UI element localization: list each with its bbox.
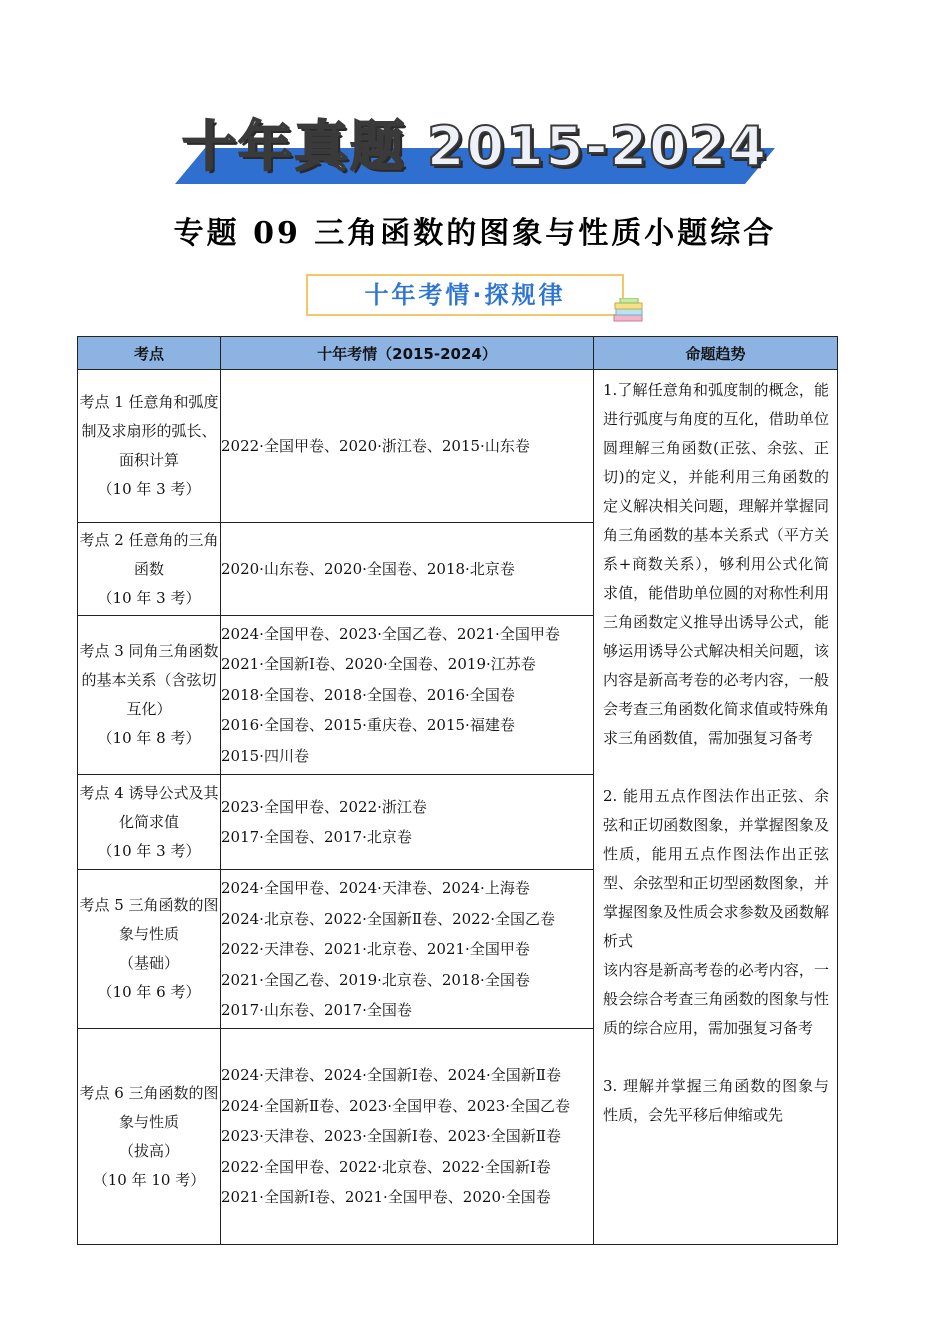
trend-cell: [594, 370, 838, 1245]
kaodian-cell: [78, 870, 221, 1029]
years-line: 2018·全国卷、2018·全国卷、2016·全国卷: [221, 685, 515, 704]
header-qushi: 命题趋势: [594, 337, 838, 370]
trend-para-3: 该内容是新高考卷的必考内容，一般会综合考查三角函数的图象与性质的综合应用，需加强复习备考: [603, 961, 829, 1037]
kaodian-cell: [78, 1029, 221, 1245]
years-line: 2021·全国新Ⅰ卷、2020·全国卷、2019·江苏卷: [221, 655, 536, 673]
years-line: 2022·全国甲卷、2022·北京卷、2022·全国新Ⅰ卷: [221, 1157, 551, 1176]
years-line: 2024·全国甲卷、2024·天津卷、2024·上海卷: [221, 879, 530, 897]
kaodian-cell: [78, 615, 221, 774]
kaodian-count: （10 年 10 考）: [92, 1170, 206, 1189]
kaodian-cell: [78, 774, 221, 869]
years-line: 2016·全国卷、2015·重庆卷、2015·福建卷: [221, 716, 515, 734]
kaodian-title: 考点 5 三角函数的图象与性质: [79, 896, 219, 944]
kaodian-level: （基础）: [118, 954, 179, 973]
kaodian-cell: [78, 523, 221, 615]
kaodian-title: 考点 4 诱导公式及其化简求值: [79, 783, 219, 831]
years-line: 2020·山东卷、2020·全国卷、2018·北京卷: [221, 559, 515, 578]
years-line: 2022·天津卷、2021·北京卷、2021·全国甲卷: [221, 940, 530, 958]
header-kaodian: 考点: [78, 337, 221, 370]
years-line: 2024·北京卷、2022·全国新Ⅱ卷、2022·全国乙卷: [221, 909, 556, 928]
section-badge: [306, 274, 624, 316]
years-line: 2017·全国卷、2017·北京卷: [221, 828, 412, 846]
table-row: [78, 370, 838, 523]
years-line: 2017·山东卷、2017·全国卷: [221, 1001, 412, 1019]
trend-content: [603, 376, 829, 1208]
years-cell: [221, 774, 594, 869]
trend-para-2: 2. 能用五点作图法作出正弦、余弦和正切函数图象，并掌握图象及性质，能用五点作图法作出正弦型、余弦型和正切型函数图象，并掌握图象及性质会求参数及函数解析式: [603, 787, 829, 950]
kaodian-title: 考点 1 任意角和弧度制及求扇形的弧长、面积计算: [79, 393, 219, 470]
years-line: 2015·四川卷: [221, 746, 309, 765]
years-line: 2023·全国甲卷、2022·浙江卷: [221, 797, 427, 816]
exam-table: [77, 336, 838, 1245]
kaodian-title: 考点 3 同角三角函数的基本关系（含弦切互化）: [79, 641, 219, 718]
years-line: 2024·天津卷、2024·全国新Ⅰ卷、2024·全国新Ⅱ卷: [221, 1066, 561, 1085]
banner: [175, 115, 775, 186]
years-line: 2022·全国甲卷、2020·浙江卷、2015·山东卷: [221, 436, 530, 455]
books-icon: [612, 298, 646, 324]
kaodian-count: （10 年 3 考）: [97, 841, 201, 860]
kaodian-count: （10 年 3 考）: [97, 480, 201, 499]
kaodian-title: 考点 6 三角函数的图象与性质: [79, 1083, 219, 1131]
years-line: 2021·全国新Ⅰ卷、2021·全国甲卷、2020·全国卷: [221, 1188, 551, 1207]
kaodian-count: （10 年 3 考）: [97, 588, 201, 607]
table-header-row: [78, 337, 838, 370]
years-cell: [221, 370, 594, 523]
trend-para-4: 3. 理解并掌握三角函数的图象与性质，会先平移后伸缩或先: [603, 1077, 829, 1124]
kaodian-count: （10 年 6 考）: [97, 983, 201, 1002]
header-kaoqing: 十年考情（2015-2024）: [221, 337, 594, 370]
banner-text: 十年真题 2015-2024: [182, 115, 768, 178]
years-cell: [221, 615, 594, 774]
page-title: 专题 09 三角函数的图象与性质小题综合: [173, 216, 777, 251]
years-line: 2024·全国甲卷、2023·全国乙卷、2021·全国甲卷: [221, 624, 560, 643]
years-cell: [221, 870, 594, 1029]
years-line: 2021·全国乙卷、2019·北京卷、2018·全国卷: [221, 970, 530, 989]
kaodian-count: （10 年 8 考）: [97, 728, 201, 747]
badge-text: 十年考情·探规律: [364, 281, 566, 309]
kaodian-cell: [78, 370, 221, 523]
years-cell: [221, 523, 594, 615]
trend-para-1: 1.了解任意角和弧度制的概念，能进行弧度与角度的互化，借助单位圆理解三角函数(正弦、余弦、正切)的定义，并能利用三角函数的定义解决相关问题，理解并掌握同角三角函数的基本关系式（平方关系+商数关系），够利用公式化简求值，能借助单位圆的对称性利用三角函数定义推导出诱导公式，能够运用诱导公式解决相关问题，该内容是新高考卷的必考内容，一般会考查三角函数化简求值或特殊角求三角函数值，需加强复习备考: [603, 381, 829, 747]
kaodian-level: （拔高）: [118, 1141, 179, 1160]
kaodian-title: 考点 2 任意角的三角函数: [79, 530, 219, 578]
years-line: 2024·全国新Ⅱ卷、2023·全国甲卷、2023·全国乙卷 2023·天津卷、2023·全国新Ⅰ卷、2023·全国新Ⅱ卷: [221, 1096, 571, 1146]
years-cell: [221, 1029, 594, 1245]
